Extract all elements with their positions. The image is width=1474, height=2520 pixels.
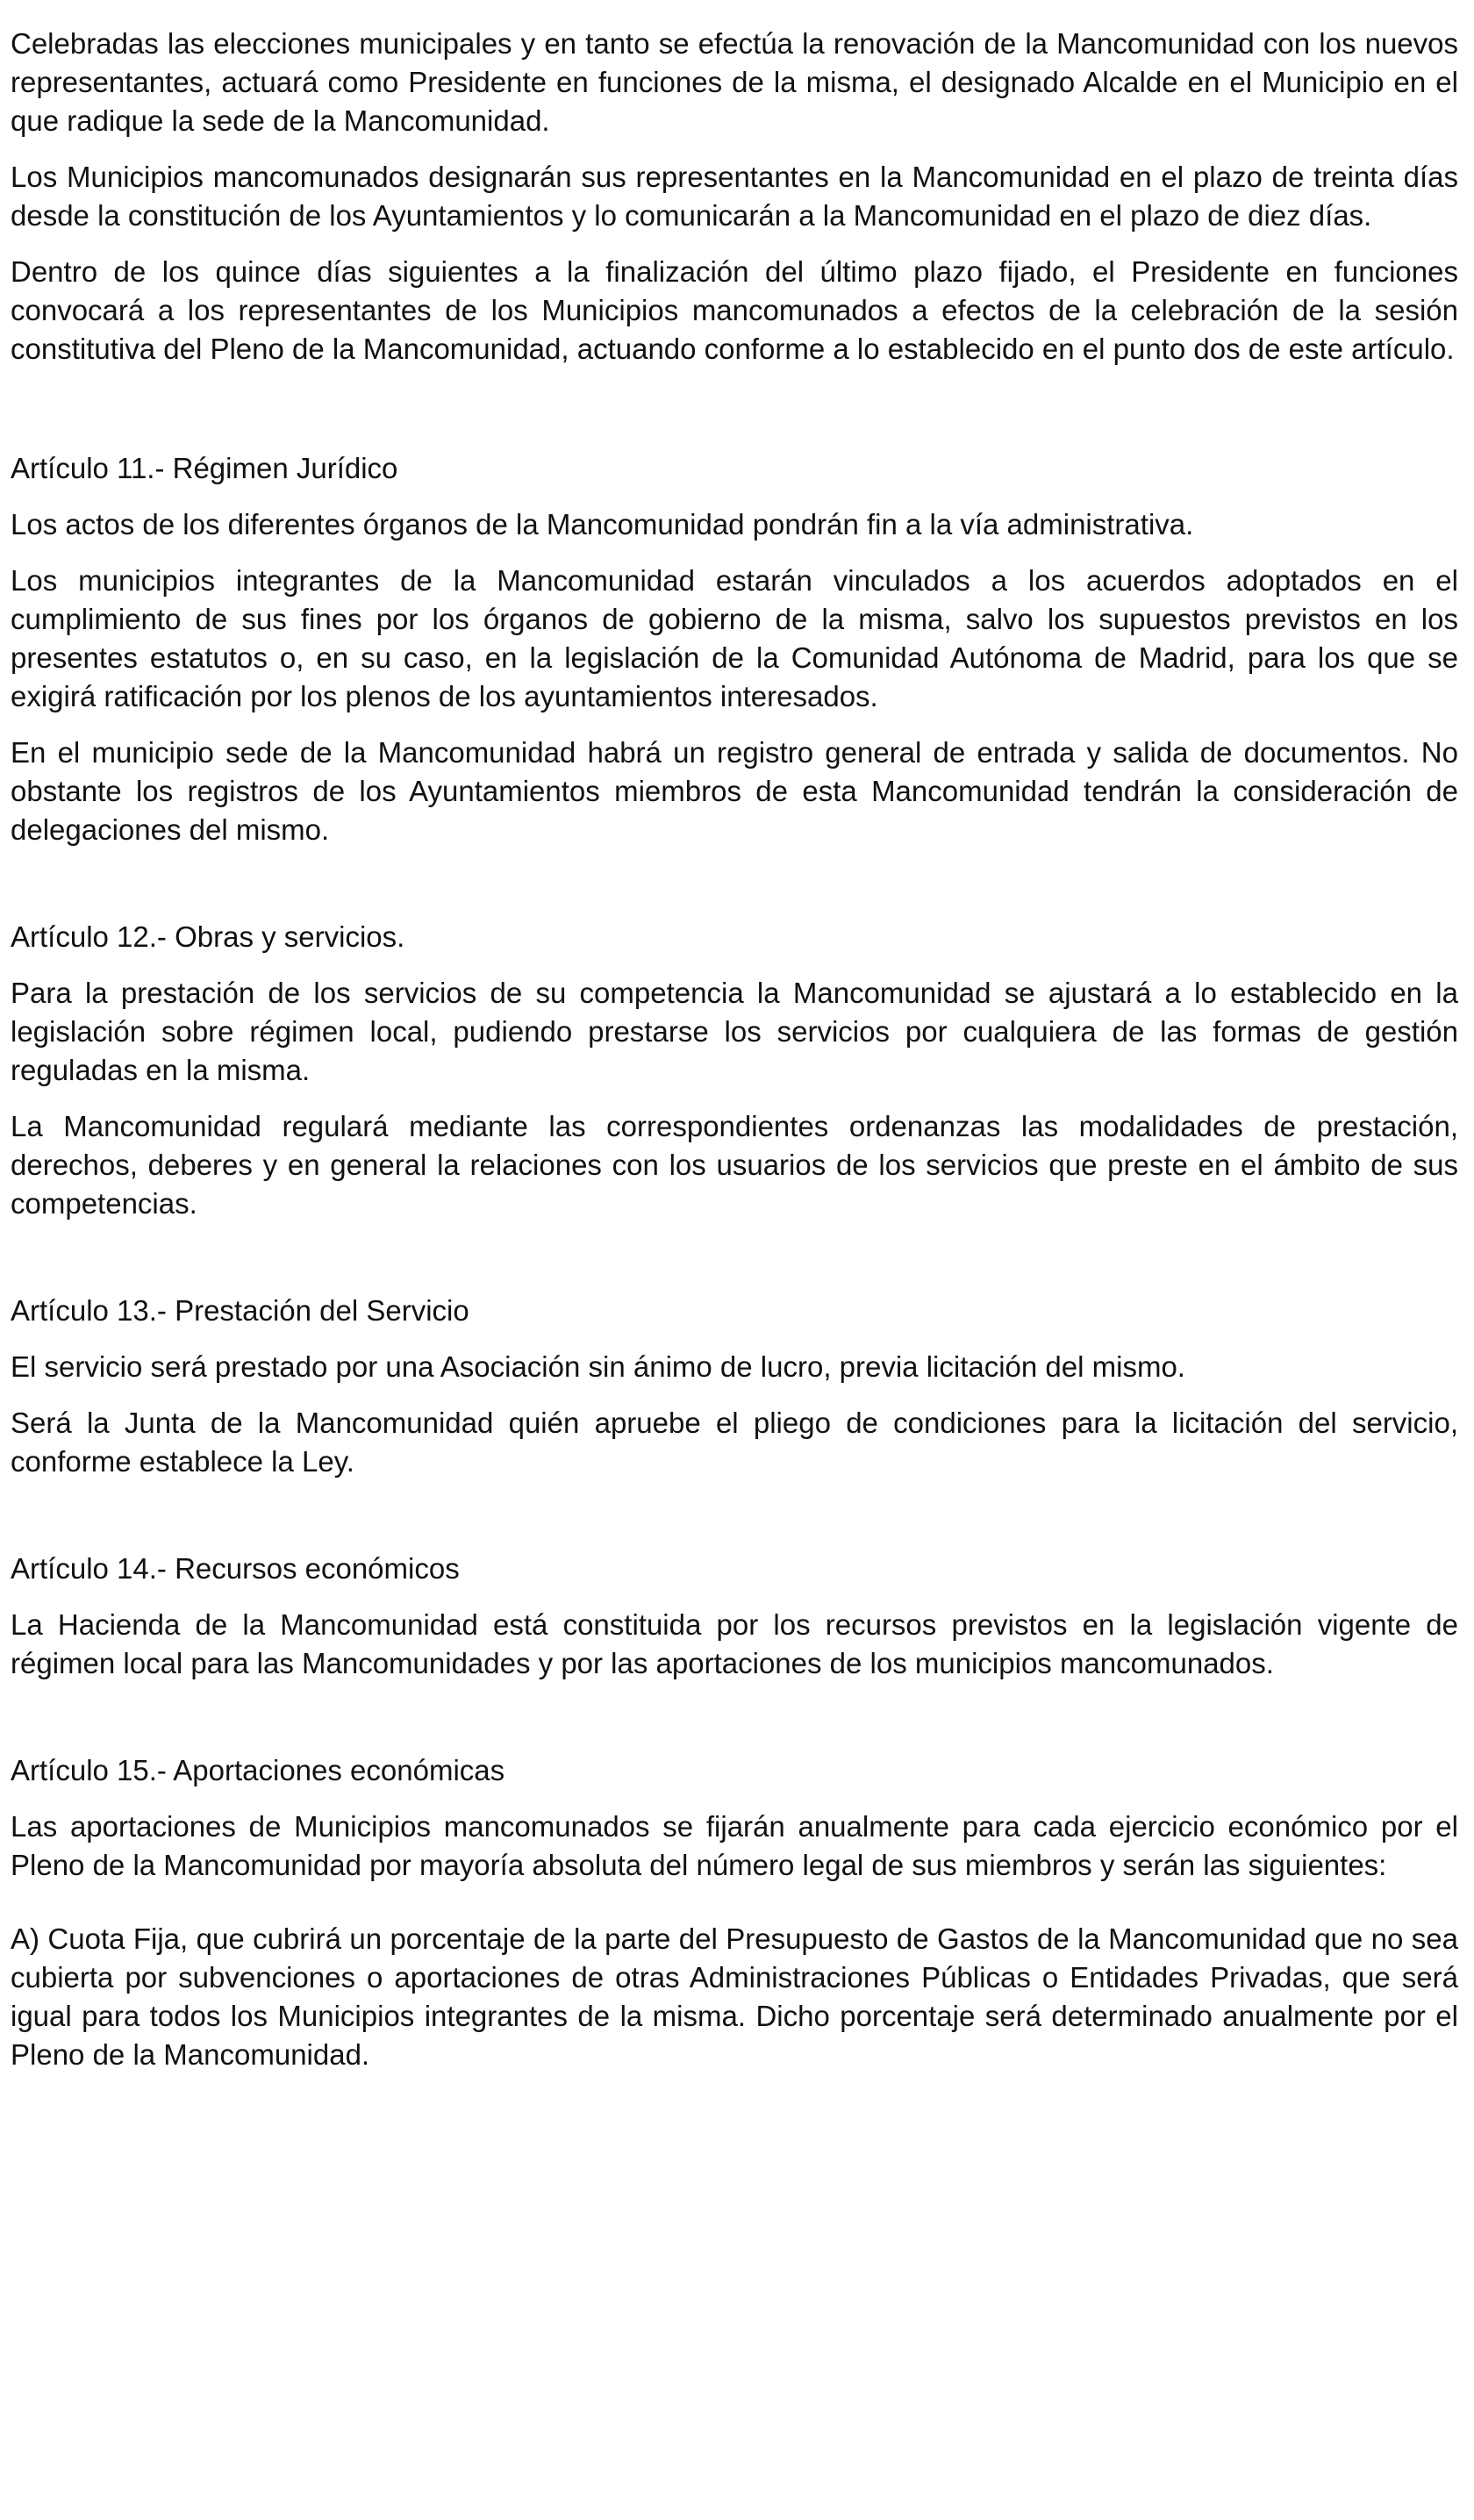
article-13-heading: Artículo 13.- Prestación del Servicio [11,1294,469,1327]
article-15-heading: Artículo 15.- Aportaciones económicas [11,1754,505,1786]
article-11-paragraph-3: En el municipio sede de la Mancomunidad habrá un registro general de entrada y salida de documentos. No obstante los registros de los Ayuntamientos miembros de esta Mancomunidad tendrán la consideración de delegaciones del mismo. [11,736,1458,846]
article-11 [11,449,1458,849]
article-12-paragraph-1: Para la prestación de los servicios de su competencia la Mancomunidad se ajustará a lo establecido en la legislación sobre régimen local, pudiendo prestarse los servicios por cualquiera de las formas de gestión reguladas en la misma. [11,977,1458,1086]
intro-paragraph-3: Dentro de los quince días siguientes a la finalización del último plazo fijado, el Presidente en funciones convocará a los representantes de los Municipios mancomunados a efectos de la celebración de la sesión constitutiva del Pleno de la Mancomunidad, actuando conforme a lo establecido en el punto dos de este artículo. [11,255,1458,365]
article-14 [11,1550,1458,1683]
article-14-paragraph-1: La Hacienda de la Mancomunidad está constituida por los recursos previstos en la legislación vigente de régimen local para las Mancomunidades y por las aportaciones de los municipios mancomunados. [11,1608,1458,1679]
article-13-paragraph-1: El servicio será prestado por una Asociación sin ánimo de lucro, previa licitación del mismo. [11,1350,1185,1383]
article-11-paragraph-1: Los actos de los diferentes órganos de la Mancomunidad pondrán fin a la vía administrativa. [11,508,1194,541]
article-11-heading: Artículo 11.- Régimen Jurídico [11,452,398,484]
article-12 [11,918,1458,1223]
article-14-heading: Artículo 14.- Recursos económicos [11,1552,460,1585]
intro-paragraph-1: Celebradas las elecciones municipales y en tanto se efectúa la renovación de la Mancomunidad con los nuevos representantes, actuará como Presidente en funciones de la misma, el designado Alcalde en el Municipio en el que radique la sede de la Mancomunidad. [11,27,1458,137]
article-12-paragraph-2: La Mancomunidad regulará mediante las correspondientes ordenanzas las modalidades de prestación, derechos, deberes y en general la relaciones con los usuarios de los servicios que preste en el ámbito de sus competencias. [11,1110,1458,1220]
article-12-heading: Artículo 12.- Obras y servicios. [11,920,405,953]
article-15 [11,1751,1458,2074]
intro-paragraph-2: Los Municipios mancomunados designarán sus representantes en la Mancomunidad en el plazo de treinta días desde la constitución de los Ayuntamientos y lo comunicarán a la Mancomunidad en el plazo de diez días. [11,161,1458,232]
article-13-paragraph-2: Será la Junta de la Mancomunidad quién apruebe el pliego de condiciones para la licitación del servicio, conforme establece la Ley. [11,1407,1458,1478]
article-15-paragraph-2: A) Cuota Fija, que cubrirá un porcentaje de la parte del Presupuesto de Gastos de la Mancomunidad que no sea cubierta por subvenciones o aportaciones de otras Administraciones Públicas o Entidades Privadas, que será igual para todos los Municipios integrantes de la misma. Dicho porcentaje será determinado anualmente por el Pleno de la Mancomunidad. [11,1922,1458,2071]
article-13 [11,1292,1458,1481]
article-15-paragraph-1: Las aportaciones de Municipios mancomunados se fijarán anualmente para cada ejercicio económico por el Pleno de la Mancomunidad por mayoría absoluta del número legal de sus miembros y serán las siguientes: [11,1810,1458,1881]
article-11-paragraph-2: Los municipios integrantes de la Mancomunidad estarán vinculados a los acuerdos adoptados en el cumplimiento de sus fines por los órganos de gobierno de la misma, salvo los supuestos previstos en los presentes estatutos o, en su caso, en la legislación de la Comunidad Autónoma de Madrid, para los que se exigirá ratificación por los plenos de los ayuntamientos interesados. [11,564,1458,712]
document-page [11,25,1458,2092]
